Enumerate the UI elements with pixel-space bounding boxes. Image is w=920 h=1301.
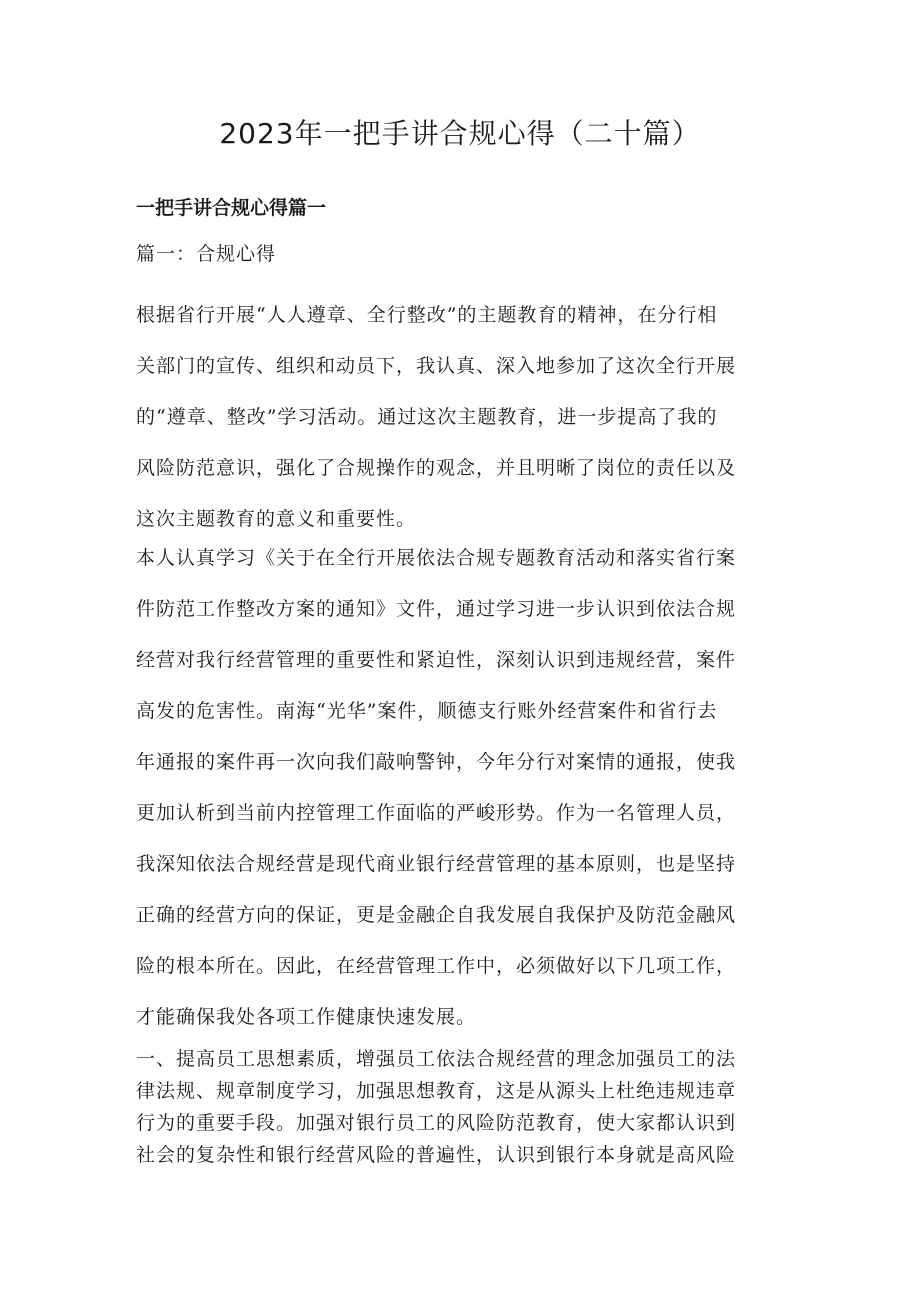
paragraph-line: 更加认析到当前内控管理工作面临的严峻形势。作为一名管理人员， (136, 802, 737, 824)
paragraph-line: 件防范工作整改方案的通知》文件，通过学习进一步认识到依法合规 (136, 598, 737, 620)
paragraph-line: 正确的经营方向的保证，更是金融企自我发展自我保护及防范金融风 (136, 904, 737, 926)
paragraph-line: 才能确保我处各项工作健康快速发展。 (136, 1006, 477, 1028)
paragraph-line: 风险防范意识，强化了合规操作的观念，并且明晰了岗位的责任以及 (136, 457, 737, 479)
paragraph-line: 本人认真学习《关于在全行开展依法合规专题教育活动和落实省行案 (136, 547, 737, 569)
sub-heading: 篇一：合规心得 (136, 243, 277, 265)
paragraph-2 (136, 533, 792, 1043)
paragraph-line: 社会的复杂性和银行经营风险的普遍性，认识到银行本身就是高风险 (136, 1144, 737, 1166)
paragraph-line: 年通报的案件再一次向我们敲响警钟，今年分行对案情的通报，使我 (136, 751, 737, 773)
paragraph-line: 根据省行开展“人人遵章、全行整改”的主题教育的精神，在分行相 (136, 304, 718, 326)
section-heading: 一把手讲合规心得篇一 (136, 197, 327, 219)
paragraph-line: 律法规、规章制度学习，加强思想教育，这是从源头上杜绝违规违章 (136, 1080, 737, 1102)
paragraph-line: 关部门的宣传、组织和动员下，我认真、深入地参加了这次全行开展 (136, 355, 737, 377)
paragraph-line: 行为的重要手段。加强对银行员工的风险防范教育，使大家都认识到 (136, 1112, 737, 1134)
paragraph-line: 的“遵章、整改”学习活动。通过这次主题教育，进一步提高了我的 (136, 406, 718, 428)
paragraph-line: 我深知依法合规经营是现代商业银行经营管理的基本原则，也是坚持 (136, 853, 737, 875)
paragraph-line: 经营对我行经营管理的重要性和紧迫性，深刻认识到违规经营，案件 (136, 649, 737, 671)
document-title: 2023年一把手讲合规心得（二十篇） (219, 117, 701, 150)
paragraph-line: 这次主题教育的意义和重要性。 (136, 508, 417, 530)
paragraph-line: 一、提高员工思想素质，增强员工依法合规经营的理念加强员工的法 (136, 1048, 737, 1070)
paragraph-line: 险的根本所在。因此，在经营管理工作中，必须做好以下几项工作， (136, 955, 737, 977)
paragraph-line: 高发的危害性。南海“光华”案件，顺德支行账外经营案件和省行去 (136, 700, 718, 722)
paragraph-1 (136, 290, 792, 545)
paragraph-3 (136, 1043, 792, 1171)
